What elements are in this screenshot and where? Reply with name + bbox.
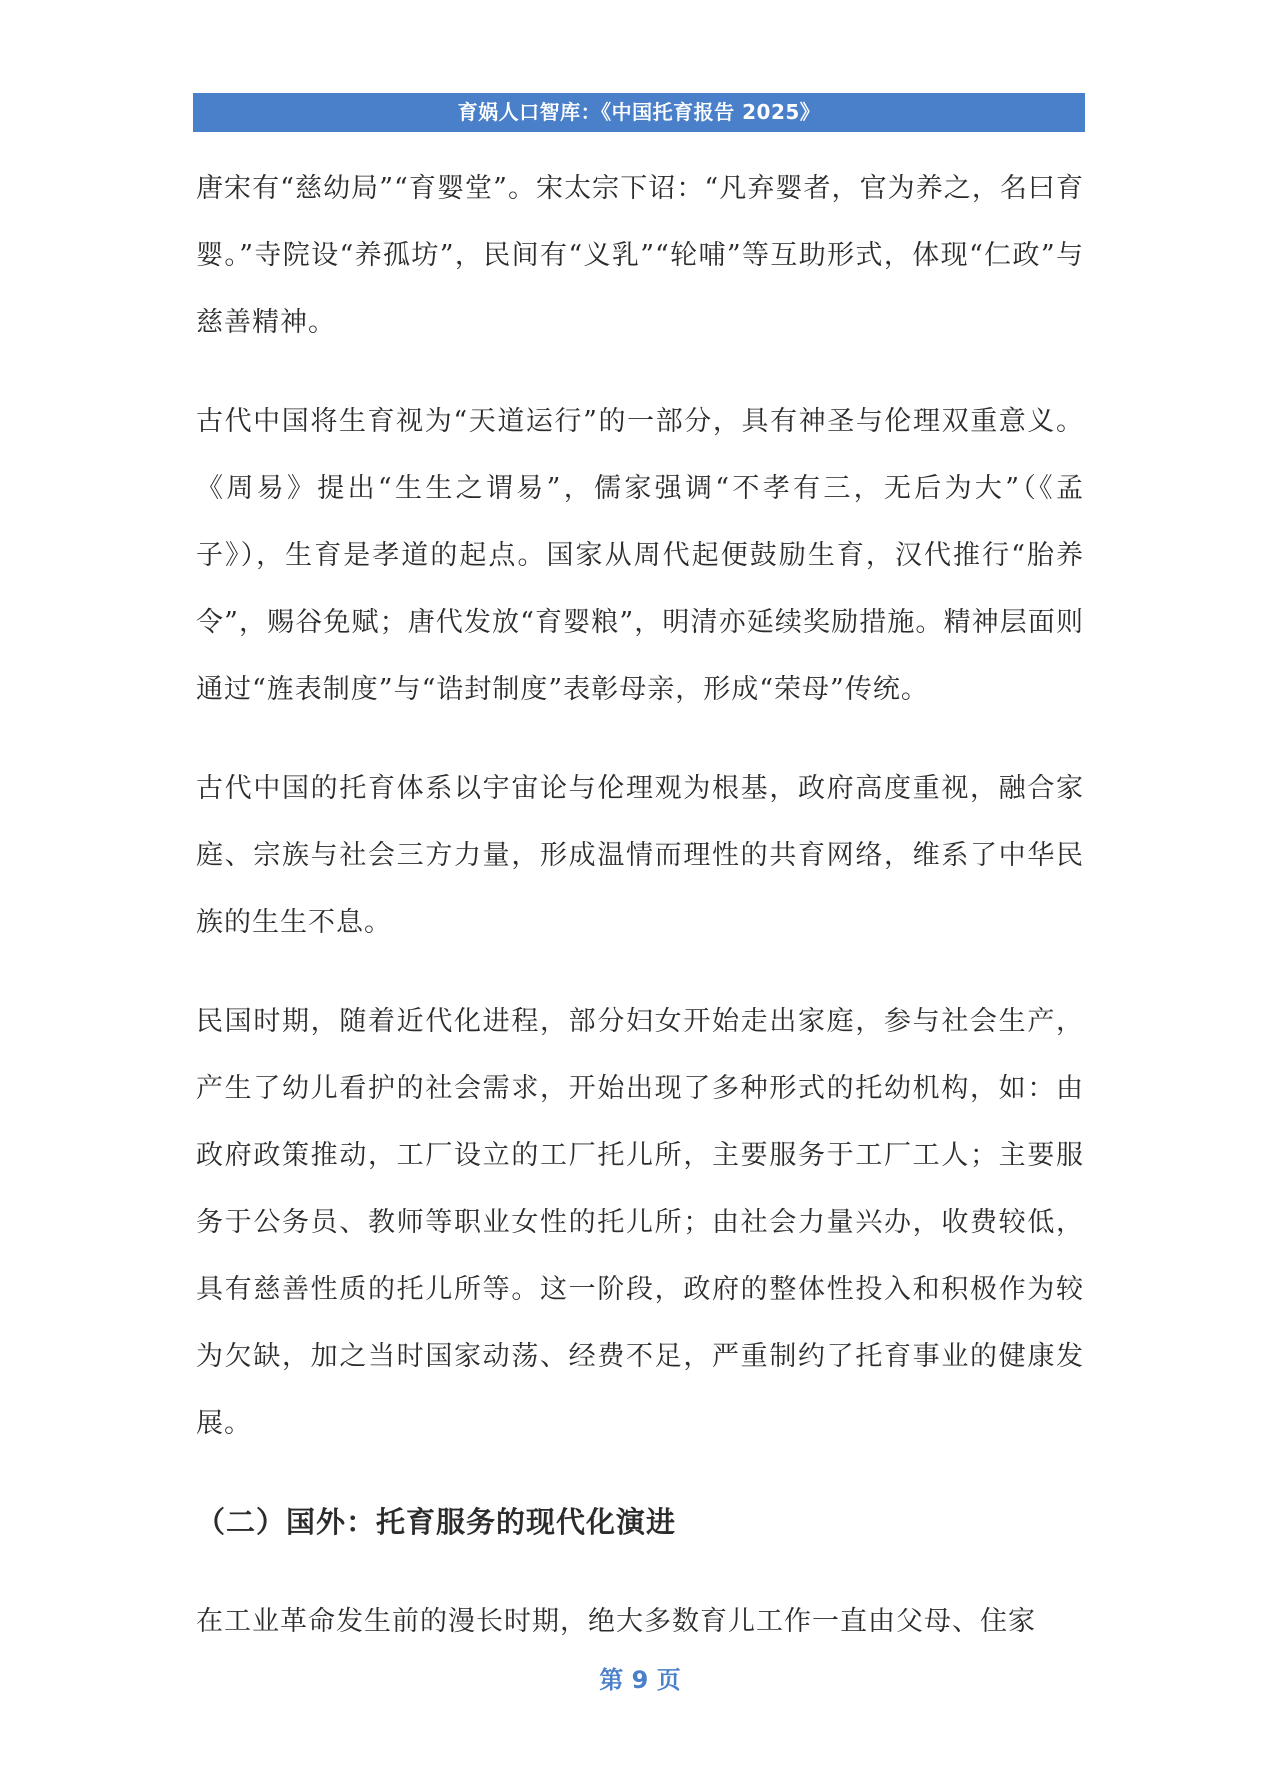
page-number: 第 9 页 xyxy=(599,1666,681,1694)
paragraph-republic-era: 民国时期，随着近代化进程，部分妇女开始走出家庭，参与社会生产，产生了幼儿看护的社会需求，开始出现了多种形式的托幼机构，如：由政府政策推动，工厂设立的工厂托儿所，主要服务于工厂工人；主要服务于公务员、教师等职业女性的托儿所；由社会力量兴办，收费较低，具有慈善性质的托儿所等。这一阶段，政府的整体性投入和积极作为较为欠缺，加之当时国家动荡、经费不足，严重制约了托育事业的健康发展。 xyxy=(196,1006,1084,1439)
paragraph-ancient-fertility: 古代中国将生育视为“天道运行”的一部分，具有神圣与伦理双重意义。《周易》提出“生生之谓易”，儒家强调“不孝有三，无后为大”（《孟子》），生育是孝道的起点。国家从周代起便鼓励生育，汉代推行“胎养令”，赐谷免赋；唐代发放“育婴粮”，明清亦延续奖励措施。精神层面则通过“旌表制度”与“诰封制度”表彰母亲，形成“荣母”传统。 xyxy=(196,406,1084,705)
paragraph-ancient-childcare-system: 古代中国的托育体系以宇宙论与伦理观为根基，政府高度重视，融合家庭、宗族与社会三方力量，形成温情而理性的共育网络，维系了中华民族的生生不息。 xyxy=(196,773,1084,938)
page-body xyxy=(196,155,1084,1687)
paragraph-tang-song: 唐宋有“慈幼局”“育婴堂”。宋太宗下诏：“凡弃婴者，官为养之，名曰育婴。”寺院设“养孤坊”，民间有“义乳”“轮哺”等互助形式，体现“仁政”与慈善精神。 xyxy=(196,173,1084,338)
header-title: 育娲人口智库：《中国托育报告 2025》 xyxy=(457,100,821,124)
section-heading-foreign: （二）国外：托育服务的现代化演进 xyxy=(196,1505,677,1539)
paragraph-industrial-revolution: 在工业革命发生前的漫长时期，绝大多数育儿工作一直由父母、住家 xyxy=(196,1606,1036,1637)
document-header-banner xyxy=(193,93,1085,132)
